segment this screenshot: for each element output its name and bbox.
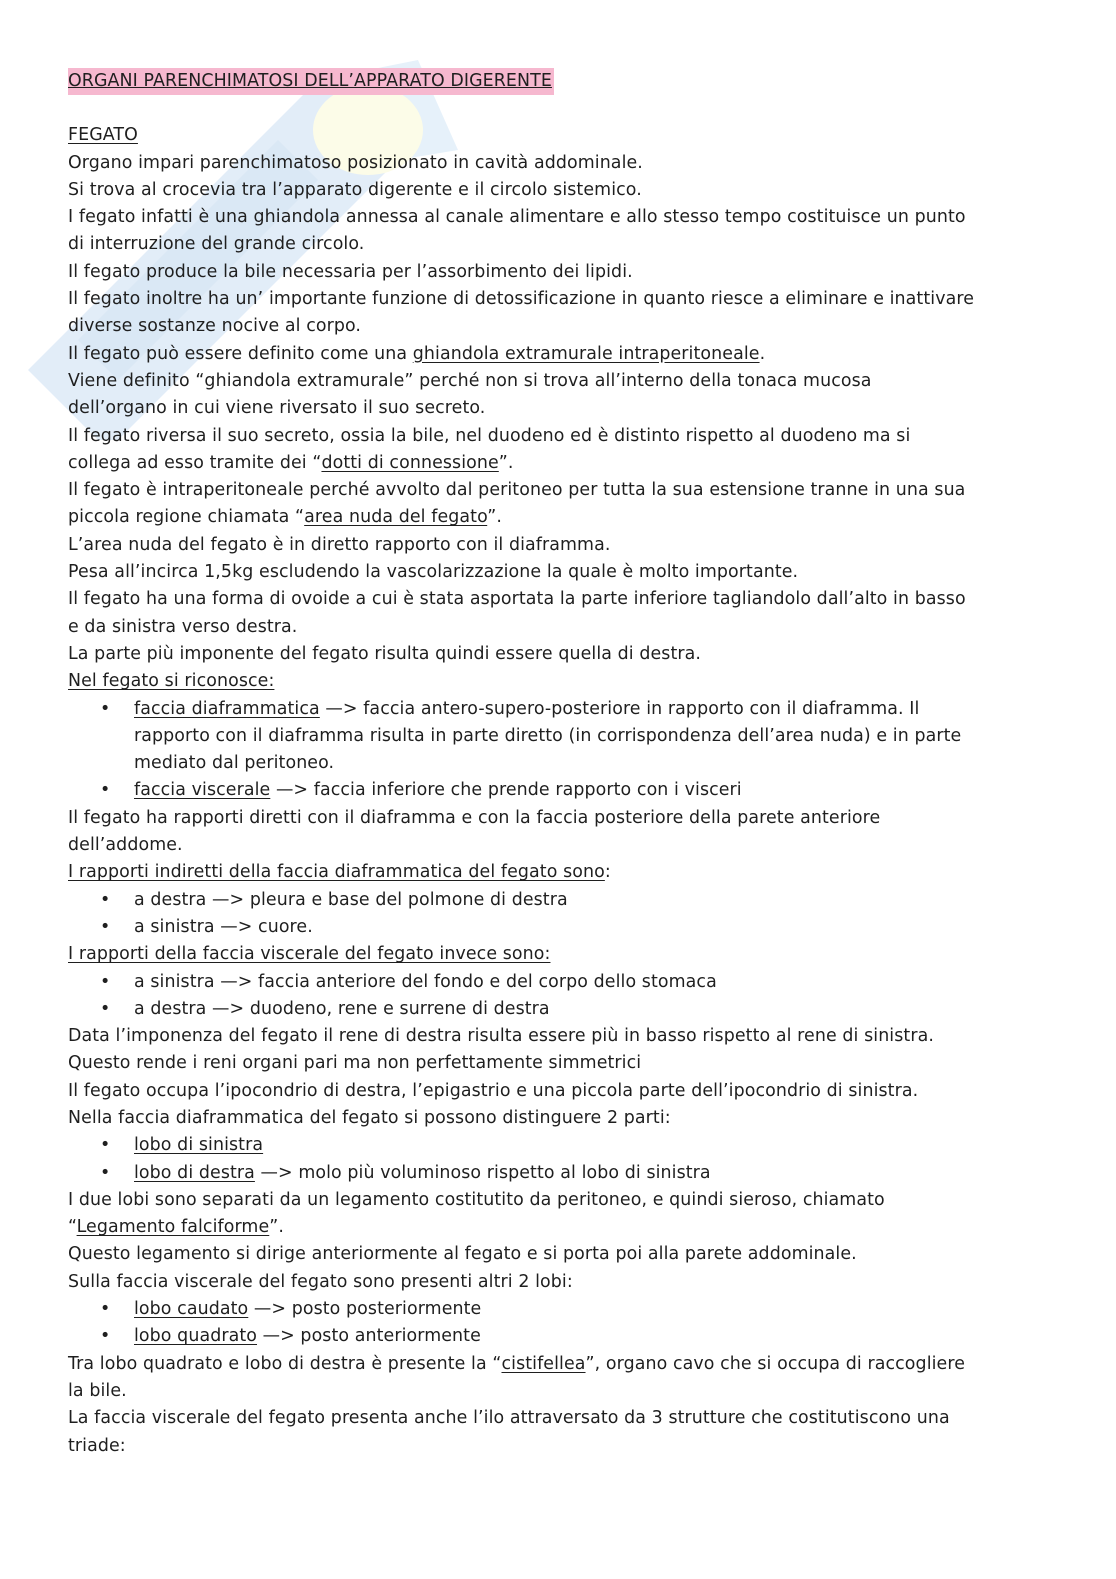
text-line: Viene definito “ghiandola extramurale” perché non si trova all’interno della tonaca mucosa — [68, 370, 872, 391]
text-line: Questo rende i reni organi pari ma non perfettamente simmetrici — [68, 1053, 642, 1074]
text-line: Il fegato produce la bile necessaria per l’assorbimento dei lipidi. — [68, 261, 633, 282]
list-item: • a sinistra —> faccia anteriore del fondo e del corpo dello stomaca — [68, 969, 1058, 996]
text-line: la bile. — [68, 1380, 127, 1401]
text-line: Il fegato è intraperitoneale perché avvolto dal peritoneo per tutta la sua estensione tranne in una sua — [68, 480, 966, 501]
text-line: Il fegato può essere definito come una ghiandola extramurale intraperitoneale. — [68, 343, 766, 364]
underlined-term: Legamento falciforme — [76, 1217, 270, 1238]
text-line: Il fegato ha rapporti diretti con il diaframma e con la faccia posteriore della parete anteriore — [68, 807, 881, 828]
text-line: collega ad esso tramite dei “dotti di connessione”. — [68, 452, 514, 473]
subheading: I rapporti della faccia viscerale del fegato invece sono: — [68, 944, 551, 965]
list-item: • lobo caudato —> posto posteriormente — [68, 1296, 1058, 1323]
document-page — [68, 68, 1058, 1460]
list-item: • lobo di sinistra — [68, 1132, 1058, 1159]
list-item: • a destra —> pleura e base del polmone di destra — [68, 887, 1058, 914]
document-title: ORGANI PARENCHIMATOSI DELL’APPARATO DIGERENTE — [68, 68, 554, 95]
bullet-list — [68, 696, 1058, 805]
text-line: I due lobi sono separati da un legamento costitutito da peritoneo, e quindi sieroso, chiamato — [68, 1189, 885, 1210]
underlined-term: area nuda del fegato — [304, 507, 488, 528]
text-line: Questo legamento si dirige anteriormente al fegato e si porta poi alla parete addominale. — [68, 1244, 857, 1265]
text-line: Il fegato occupa l’ipocondrio di destra, l’epigastrio e una piccola parte dell’ipocondrio di sinistra. — [68, 1080, 919, 1101]
text-line: Tra lobo quadrato e lobo di destra è presente la “cistifellea”, organo cavo che si occupa di raccogliere — [68, 1353, 966, 1374]
text-line: Sulla faccia viscerale del fegato sono presenti altri 2 lobi: — [68, 1271, 573, 1292]
list-item: • a destra —> duodeno, rene e surrene di destra — [68, 996, 1058, 1023]
list-item: • a sinistra —> cuore. — [68, 914, 1058, 941]
list-item: • faccia viscerale —> faccia inferiore che prende rapporto con i visceri — [68, 777, 1058, 804]
underlined-term: ghiandola extramurale intraperitoneale — [412, 343, 760, 364]
subheading: I rapporti indiretti della faccia diaframmatica del fegato sono — [68, 862, 605, 883]
text-line: Il fegato ha una forma di ovoide a cui è stata asportata la parte inferiore tagliandolo dall’alto in basso — [68, 589, 966, 610]
underlined-term: cistifellea — [501, 1353, 586, 1374]
text-line: La faccia viscerale del fegato presenta anche l’ilo attraversato da 3 strutture che costitutiscono una — [68, 1408, 950, 1429]
text-line: Organo impari parenchimatoso posizionato in cavità addominale. — [68, 152, 643, 173]
text-line: Si trova al crocevia tra l’apparato digerente e il circolo sistemico. — [68, 179, 642, 200]
text-line: di interruzione del grande circolo. — [68, 234, 365, 255]
text-line: L’area nuda del fegato è in diretto rapporto con il diaframma. — [68, 534, 611, 555]
text-line: dell’addome. — [68, 835, 183, 856]
bullet-list — [68, 887, 1058, 942]
subheading: Nel fegato si riconosce: — [68, 671, 275, 692]
text-line: e da sinistra verso destra. — [68, 616, 298, 637]
text-line: piccola regione chiamata “area nuda del fegato”. — [68, 507, 502, 528]
list-item: • faccia diaframmatica —> faccia antero-supero-posteriore in rapporto con il diaframma. Il rapporto con il diaframma risulta in parte diretto (in corrispondenza dell’area nuda) e in parte mediato dal peritoneo. — [68, 696, 1058, 778]
bullet-list — [68, 1296, 1058, 1351]
text-line: Pesa all’incirca 1,5kg escludendo la vascolarizzazione la quale è molto importante. — [68, 562, 799, 583]
text-line: Data l’imponenza del fegato il rene di destra risulta essere più in basso rispetto al rene di sinistra. — [68, 1026, 934, 1047]
list-item: • lobo di destra —> molo più voluminoso rispetto al lobo di sinistra — [68, 1160, 1058, 1187]
text-line: diverse sostanze nocive al corpo. — [68, 316, 362, 337]
text-line: Il fegato inoltre ha un’ importante funzione di detossificazione in quanto riesce a eliminare e inattivare — [68, 289, 975, 310]
text-line: dell’organo in cui viene riversato il suo secreto. — [68, 398, 486, 419]
text-line: La parte più imponente del fegato risulta quindi essere quella di destra. — [68, 643, 702, 664]
text-line: I rapporti indiretti della faccia diaframmatica del fegato sono: — [68, 862, 611, 883]
text-line: Nella faccia diaframmatica del fegato si possono distinguere 2 parti: — [68, 1107, 671, 1128]
list-item: • lobo quadrato —> posto anteriormente — [68, 1323, 1058, 1350]
underlined-term: dotti di connessione — [321, 452, 499, 473]
section-heading: FEGATO — [68, 125, 138, 146]
text-line: “Legamento falciforme”. — [68, 1217, 285, 1238]
bullet-list — [68, 1132, 1058, 1187]
bullet-list — [68, 969, 1058, 1024]
text-line: I fegato infatti è una ghiandola annessa al canale alimentare e allo stesso tempo costituisce un punto — [68, 207, 966, 228]
text-line: triade: — [68, 1435, 126, 1456]
text-line: Il fegato riversa il suo secreto, ossia la bile, nel duodeno ed è distinto rispetto al duodeno ma si — [68, 425, 911, 446]
